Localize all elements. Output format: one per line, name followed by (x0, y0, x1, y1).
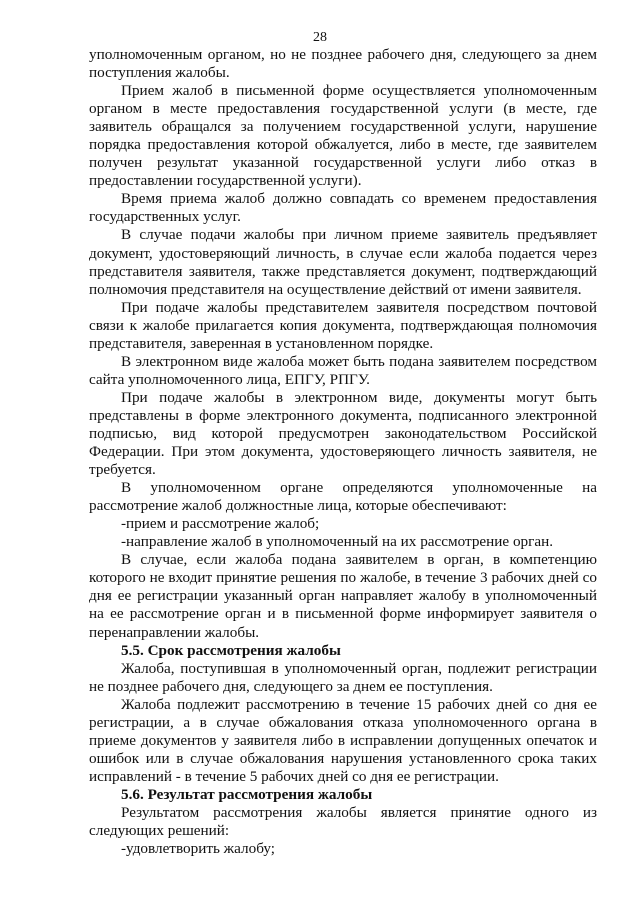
section-heading-5-6: 5.6. Результат рассмотрения жалобы (121, 785, 373, 803)
paragraph: Время приема жалоб должно совпадать со временем предоставления государственных услуг. (89, 190, 597, 226)
paragraph: уполномоченным органом, но не позднее рабочего дня, следующего за днем поступления жалобы. (89, 46, 597, 82)
section-heading-5-5: 5.5. Срок рассмотрения жалобы (121, 641, 341, 659)
list-item: -удовлетворить жалобу; (121, 840, 275, 858)
paragraph: При подаче жалобы представителем заявителя посредством почтовой связи к жалобе прилагается копия документа, подтверждающая полномочия представителя, заверенная в установленном порядке. (89, 298, 597, 352)
document-body (89, 46, 597, 858)
paragraph: При подаче жалобы в электронном виде, документы могут быть представлены в форме электронного документа, подписанного электронной подписью, вид которой предусмотрен законодательством Российской Федерации. При этом документа, удостоверяющего личность заявителя, не требуется. (89, 388, 597, 479)
paragraph: Жалоба подлежит рассмотрению в течение 15 рабочих дней со дня ее регистрации, а в случае обжалования отказа уполномоченного органа в приеме документов у заявителя либо в исправлении допущенных опечаток и ошибок или в случае обжалования нарушения установленного срока таких исправлений - в течение 5 рабочих дней со дня ее регистрации. (89, 695, 597, 785)
paragraph: В уполномоченном органе определяются уполномоченные на рассмотрение жалоб должностные лица, которые обеспечивают: (89, 479, 597, 515)
list-item: -направление жалоб в уполномоченный на их рассмотрение орган. (121, 533, 554, 551)
paragraph: Жалоба, поступившая в уполномоченный орган, подлежит регистрации не позднее рабочего дня, следующего за днем ее поступления. (89, 659, 597, 695)
paragraph: Результатом рассмотрения жалобы является принятие одного из следующих решений: (89, 803, 597, 840)
paragraph: Прием жалоб в письменной форме осуществляется уполномоченным органом в месте предоставления государственной услуги (в месте, где заявитель обращался за получением государственной услуги, нарушение порядка предоставления которой обжалуется, либо в месте, где заявителем получен результат указанной государственной услуги либо отказ в предоставлении государственной услуги). (89, 82, 597, 190)
list-item: -прием и рассмотрение жалоб; (121, 515, 320, 533)
paragraph: В случае подачи жалобы при личном приеме заявитель предъявляет документ, удостоверяющий личность, в случае если жалоба подается через представителя заявителя, также представляется документ, подтверждающий полномочия представителя на осуществление действий от имени заявителя. (89, 226, 597, 298)
page-number: 28 (313, 30, 327, 45)
paragraph: В электронном виде жалоба может быть подана заявителем посредством сайта уполномоченного лица, ЕПГУ, РПГУ. (89, 352, 597, 388)
paragraph: В случае, если жалоба подана заявителем в орган, в компетенцию которого не входит принятие решения по жалобе, в течение 3 рабочих дней со дня ее регистрации указанный орган направляет жалобу в уполномоченный на ее рассмотрение орган и в письменной форме информирует заявителя о перенаправлении жалобы. (89, 551, 597, 641)
